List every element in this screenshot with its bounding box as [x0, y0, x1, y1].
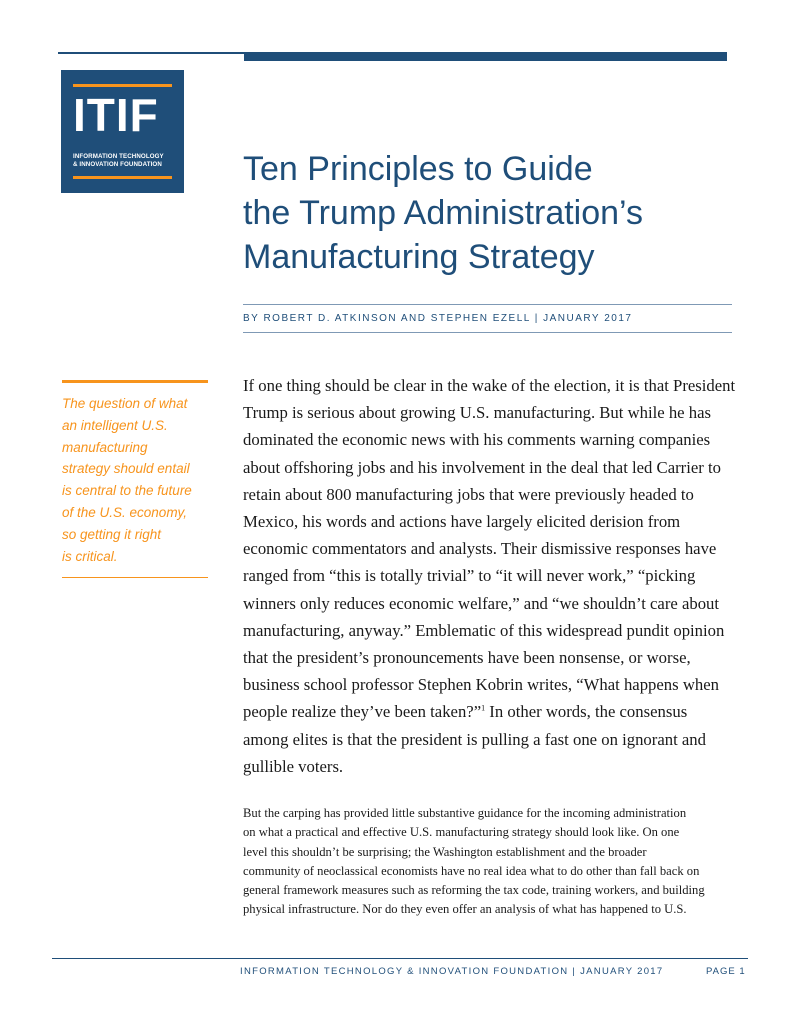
paragraph-line: community of neoclassical economists have no real idea what to do other than fall back on: [243, 863, 700, 878]
itif-logo: [61, 70, 184, 193]
header-rule-thin: [58, 52, 245, 54]
logo-wordmark: ITIF: [73, 89, 159, 141]
paragraph-line: winners only reduces economic welfare,” and “we shouldn’t care about: [243, 593, 720, 613]
paragraph-line: among elites is that the president is pulling a fast one on ignorant and: [243, 729, 706, 749]
header-rule-thick: [244, 52, 727, 61]
byline-rule-top: [243, 304, 732, 305]
paragraph-line: retain about 800 manufacturing jobs that were previously headed to: [243, 484, 694, 504]
logo-accent-top: [73, 84, 172, 87]
logo-subtitle: [73, 153, 178, 169]
footer-text: INFORMATION TECHNOLOGY & INNOVATION FOUNDATION | JANUARY 2017: [240, 966, 664, 977]
intro-paragraph: [243, 372, 743, 780]
title-line: Ten Principles to Guide: [243, 150, 593, 188]
byline: BY ROBERT D. ATKINSON AND STEPHEN EZELL | JANUARY 2017: [243, 313, 633, 324]
paragraph-line: economic commentators and analysts. Their dismissive responses have: [243, 539, 717, 559]
paragraph-line: Mexico, his words and actions have largely elicited derision from: [243, 512, 681, 532]
paragraph-line: If one thing should be clear in the wake of the election, it is that President: [243, 376, 736, 395]
paragraph-line: level this shouldn’t be surprising; the Washington establishment and the broader: [243, 844, 647, 859]
footer-rule: [52, 958, 748, 959]
paragraph-line: physical infrastructure. Nor do they even offer an analysis of what has happened to U.S.: [243, 902, 687, 917]
paragraph-line: manufacturing, anyway.” Emblematic of this widespread pundit opinion: [243, 620, 725, 640]
pullquote-line: The question of what: [62, 396, 188, 411]
logo-subtitle-line: INFORMATION TECHNOLOGY: [73, 153, 164, 160]
body-paragraph: [243, 804, 743, 920]
logo-subtitle-line: & INNOVATION FOUNDATION: [73, 161, 162, 168]
line-text: In other words, the consensus: [485, 702, 688, 722]
title-line: the Trump Administration’s: [243, 194, 643, 232]
footnote-ref-1[interactable]: 1: [481, 703, 486, 713]
pullquote-line: is central to the future: [62, 483, 192, 499]
paragraph-line: Trump is serious about growing U.S. manufacturing. But while he has: [243, 403, 711, 423]
paragraph-line: But the carping has provided little substantive guidance for the incoming administration: [243, 806, 687, 820]
paragraph-line: on what a practical and effective U.S. manufacturing strategy should look like. On one: [243, 825, 680, 840]
paragraph-line: general framework measures such as reforming the tax code, training workers, and building: [243, 883, 705, 898]
paragraph-line: gullible voters.: [243, 756, 344, 776]
pullquote: [62, 393, 212, 567]
paragraph-line: business school professor Stephen Kobrin writes, “What happens when: [243, 675, 719, 695]
pullquote-line: an intelligent U.S.: [62, 417, 168, 433]
pullquote-line: manufacturing: [62, 439, 148, 455]
paragraph-line: [243, 698, 743, 725]
pullquote-line: so getting it right: [62, 526, 162, 542]
pullquote-line: is critical.: [62, 548, 118, 564]
byline-rule-bottom: [243, 332, 732, 333]
pullquote-line: of the U.S. economy,: [62, 504, 188, 520]
paragraph-line: dominated the economic news with his comments warning companies: [243, 430, 711, 450]
logo-accent-bottom: [73, 176, 172, 179]
pullquote-rule-bottom: [62, 577, 208, 578]
pullquote-line: strategy should entail: [62, 461, 190, 477]
paragraph-line: ranged from “this is totally trivial” to “it will never work,” “picking: [243, 566, 696, 586]
pullquote-rule-top: [62, 380, 208, 383]
paragraph-line: about offshoring jobs and his involvement in the deal that led Carrier to: [243, 457, 721, 477]
page-number: PAGE 1: [706, 966, 746, 977]
line-text: people realize they’ve been taken?”: [243, 702, 482, 722]
document-title: [243, 147, 743, 279]
paragraph-line: that the president’s pronouncements have been nonsense, or worse,: [243, 648, 691, 668]
title-line: Manufacturing Strategy: [243, 238, 595, 276]
